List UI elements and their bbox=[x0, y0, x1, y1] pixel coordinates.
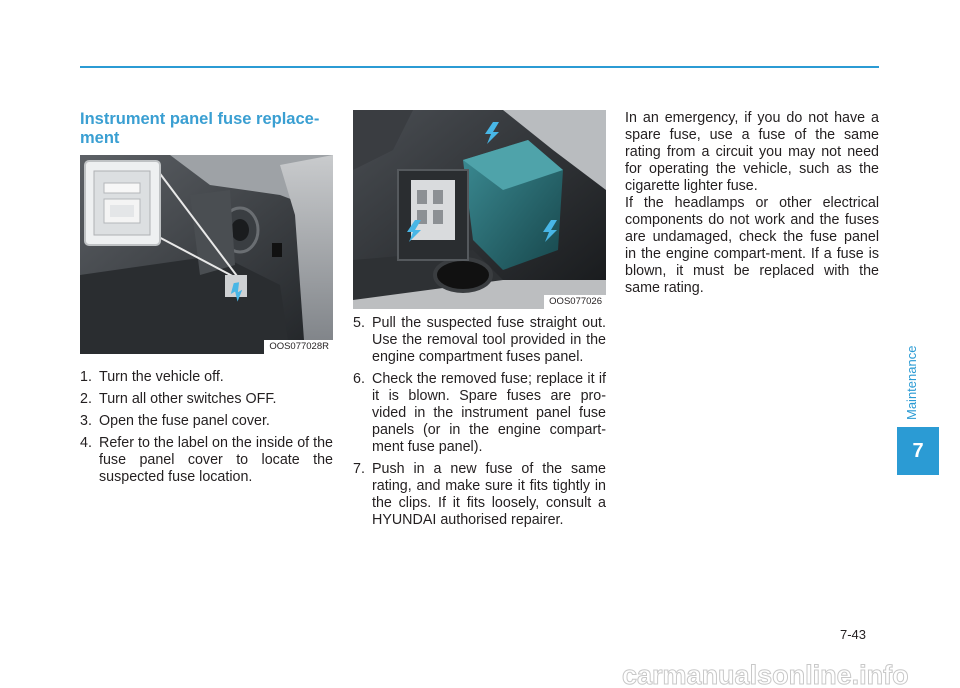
step-number: 6. bbox=[353, 371, 365, 387]
chapter-tab bbox=[897, 427, 939, 475]
figure-engine-compartment-photo bbox=[353, 110, 606, 309]
list-item bbox=[353, 461, 606, 529]
chapter-number: 7 bbox=[912, 439, 924, 462]
list-item bbox=[80, 369, 333, 386]
figure-code-2: OOS077026 bbox=[544, 295, 606, 309]
list-item bbox=[353, 315, 606, 366]
note-paragraph-1: In an emergency, if you do not have a spare fuse, use a fuse of the same rating from a circuit you may not need for operating the vehicle, such as the cigarette lighter fuse. bbox=[625, 110, 879, 194]
step-text: Open the fuse panel cover. bbox=[99, 413, 270, 429]
chapter-title: Maintenance bbox=[904, 345, 919, 420]
step-number: 5. bbox=[353, 315, 365, 331]
page-number: 7-43 bbox=[840, 627, 867, 642]
watermark-text: carmanualsonline.info bbox=[622, 660, 909, 688]
step-text: Refer to the label on the inside of the fuse panel cover to locate the suspected fuse location. bbox=[99, 435, 333, 485]
step-number: 4. bbox=[80, 435, 92, 451]
figure-engine-compartment bbox=[353, 110, 606, 309]
figure-code-1: OOS077028R bbox=[264, 340, 333, 354]
step-number: 1. bbox=[80, 369, 92, 385]
step-number: 2. bbox=[80, 391, 92, 407]
figure-instrument-panel bbox=[80, 155, 333, 354]
steps-middle bbox=[353, 315, 606, 534]
step-text: Turn all other switches OFF. bbox=[99, 391, 277, 407]
list-item bbox=[80, 435, 333, 486]
step-text: Check the removed fuse; replace it if it is blown. Spare fuses are pro-vided in the instrument panel fuse panels (or in the engine compart-ment fuse panel). bbox=[372, 371, 606, 455]
list-item bbox=[80, 413, 333, 430]
step-number: 3. bbox=[80, 413, 92, 429]
watermark bbox=[620, 660, 950, 688]
steps-left bbox=[80, 369, 333, 491]
figure-instrument-panel-photo bbox=[80, 155, 333, 354]
section-heading: Instrument panel fuse replace-ment bbox=[80, 110, 320, 147]
header-rule bbox=[80, 66, 879, 68]
step-number: 7. bbox=[353, 461, 365, 477]
list-item bbox=[353, 371, 606, 456]
note-paragraph-2: If the headlamps or other electrical components do not work and the fuses are undamaged, check the fuse panel in the engine compart-ment. If a fuse is blown, it must be replaced with the same rating. bbox=[625, 195, 879, 296]
step-text: Push in a new fuse of the same rating, and make sure it fits tightly in the clips. If it fits loosely, consult a HYUNDAI authorised repairer. bbox=[372, 461, 606, 528]
step-text: Pull the suspected fuse straight out. Use the removal tool provided in the engine compartment fuses panel. bbox=[372, 315, 606, 365]
list-item bbox=[80, 391, 333, 408]
step-text: Turn the vehicle off. bbox=[99, 369, 224, 385]
